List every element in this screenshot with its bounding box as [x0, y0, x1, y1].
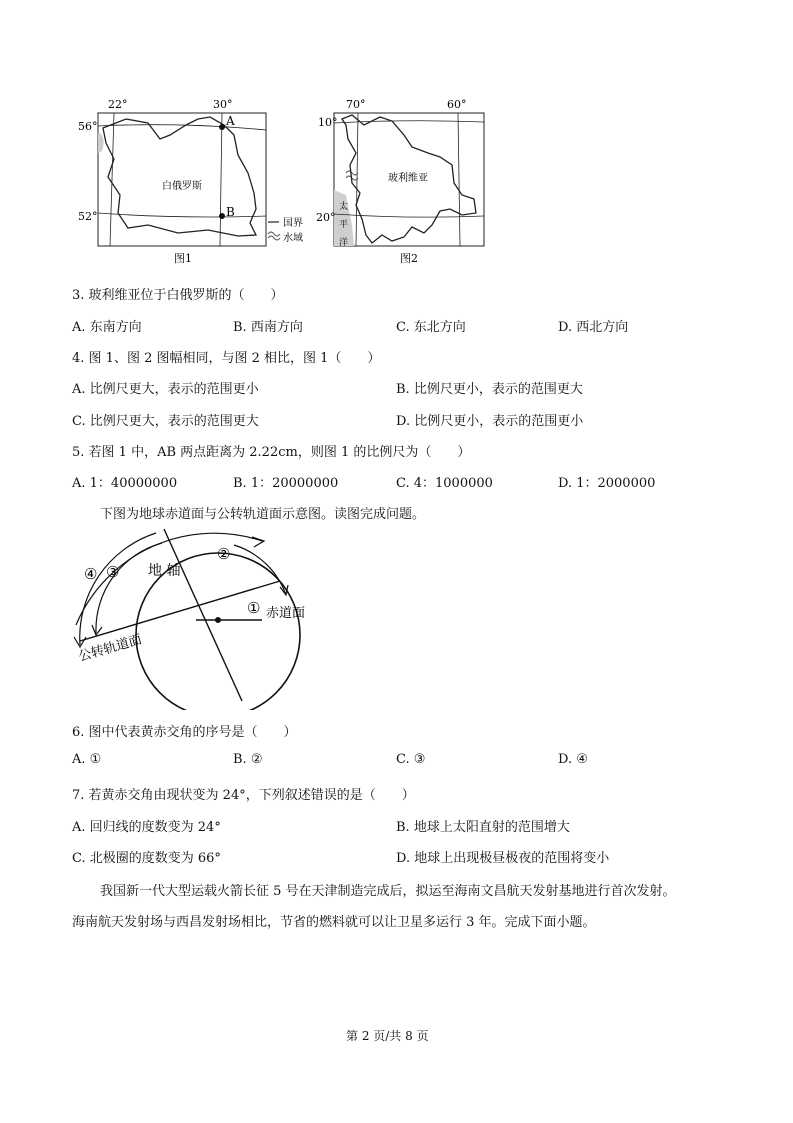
- point-a-dot: [219, 124, 225, 130]
- q4-option-d: D. 比例尺更小，表示的范围更小: [396, 414, 584, 429]
- q5-option-d: D. 1：2000000: [558, 476, 656, 491]
- fig3-orbit-label: 公转轨道面: [76, 632, 144, 665]
- fig1-legend-border: 国界: [283, 218, 303, 229]
- figure-3-diagram: [66, 525, 326, 710]
- fig1-point-b: B: [226, 205, 235, 219]
- fig1-caption: 图1: [174, 252, 192, 265]
- figure-1-map: [78, 95, 313, 270]
- q3-option-d: D. 西北方向: [558, 320, 629, 335]
- q5-stem: 5. 若图 1 中，AB 两点距离为 2.22cm，则图 1 的比例尺为（ ）: [72, 445, 471, 460]
- q3-option-c: C. 东北方向: [396, 320, 466, 335]
- point-b-dot: [219, 213, 225, 219]
- fig2-ocean-char-1: 太: [339, 202, 349, 212]
- q7-option-b: B. 地球上太阳直射的范围增大: [396, 820, 570, 835]
- fig1-legend-water: 水域: [283, 233, 303, 244]
- page-footer: 第 2 页/共 8 页: [346, 1029, 429, 1043]
- q5-option-a: A. 1：40000000: [72, 476, 178, 491]
- q3-option-a: A. 东南方向: [72, 320, 142, 335]
- q5-option-c: C. 4：1000000: [396, 476, 493, 491]
- fig1-lon-right: 30°: [213, 98, 233, 111]
- fig1-lon-left: 22°: [108, 98, 128, 111]
- q7-option-c: C. 北极圈的度数变为 66°: [72, 851, 221, 866]
- fig3-marker-1: ①: [247, 599, 261, 617]
- fig2-lat-top: 10°: [318, 116, 338, 129]
- fig3-equator-label: 赤道面: [266, 606, 306, 621]
- figure-2-map: [312, 95, 497, 270]
- intro-paragraph-3-line-1: 我国新一代大型运载火箭长征 5 号在天津制造完成后，拟运至海南文昌航天发射基地进行首次发射。: [100, 884, 676, 899]
- q4-option-b: B. 比例尺更小，表示的范围更大: [396, 382, 583, 397]
- intro-paragraph-2: 下图为地球赤道面与公转轨道面示意图。读图完成问题。: [100, 507, 426, 522]
- fig1-country-label: 白俄罗斯: [162, 181, 202, 192]
- q4-option-a: A. 比例尺更大，表示的范围更小: [72, 382, 259, 397]
- q3-option-b: B. 西南方向: [233, 320, 303, 335]
- fig1-lat-top: 56°: [78, 120, 98, 133]
- q6-option-b: B. ②: [233, 752, 263, 767]
- fig2-country-label: 玻利维亚: [388, 173, 428, 184]
- fig2-lon-left: 70°: [346, 98, 366, 111]
- q6-stem: 6. 图中代表黄赤交角的序号是（ ）: [72, 725, 297, 740]
- fig3-marker-4: ④: [84, 565, 98, 583]
- q4-option-c: C. 比例尺更大，表示的范围更大: [72, 414, 259, 429]
- q6-option-c: C. ③: [396, 752, 426, 767]
- q3-stem: 3. 玻利维亚位于白俄罗斯的（ ）: [72, 288, 284, 303]
- fig2-caption: 图2: [400, 252, 418, 265]
- intro-paragraph-3-line-2: 海南航天发射场与西昌发射场相比，节省的燃料就可以让卫星多运行 3 年。完成下面小题。: [72, 915, 596, 930]
- fig3-marker-3: ③: [106, 563, 120, 581]
- q7-stem: 7. 若黄赤交角由现状变为 24°，下列叙述错误的是（ ）: [72, 788, 415, 803]
- fig3-axis-label: 地 轴: [148, 563, 181, 579]
- fig2-ocean-char-2: 平: [339, 220, 349, 230]
- q6-option-a: A. ①: [72, 752, 102, 767]
- q4-stem: 4. 图 1、图 2 图幅相同，与图 2 相比，图 1（ ）: [72, 351, 381, 366]
- q7-option-d: D. 地球上出现极昼极夜的范围将变小: [396, 851, 610, 866]
- q7-option-a: A. 回归线的度数变为 24°: [72, 820, 221, 835]
- fig1-point-a: A: [226, 114, 235, 128]
- q6-option-d: D. ④: [558, 752, 588, 767]
- fig3-marker-2: ②: [217, 545, 231, 563]
- fig2-lat-bottom: 20°: [316, 211, 336, 224]
- fig2-ocean-char-3: 洋: [339, 238, 349, 248]
- q5-option-b: B. 1：20000000: [233, 476, 339, 491]
- fig2-lon-right: 60°: [447, 98, 467, 111]
- fig1-lat-bottom: 52°: [78, 210, 98, 223]
